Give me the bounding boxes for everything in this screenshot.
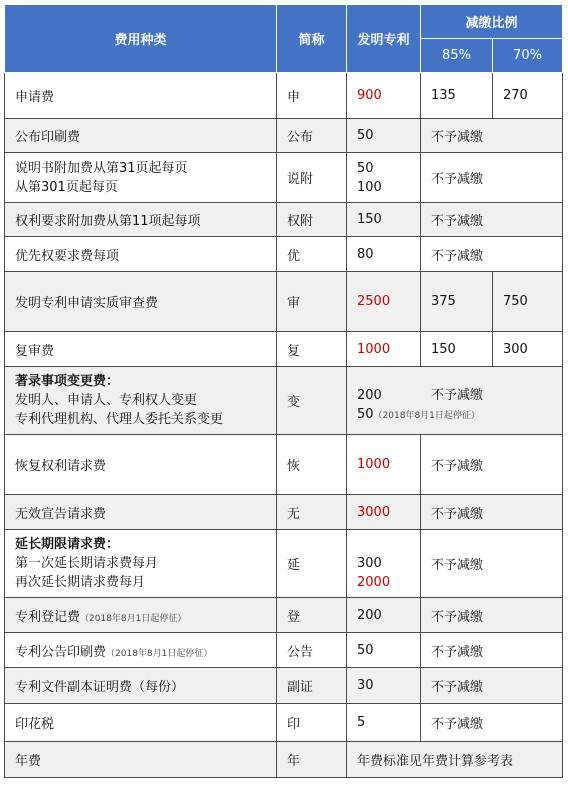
table-row — [5, 742, 563, 778]
fee-name: 发明专利申请实质审查费 — [5, 272, 277, 332]
fee-abbr: 权附 — [277, 203, 347, 237]
fee-amount-line1: 300 — [357, 556, 382, 571]
fee-abbr: 申 — [277, 73, 347, 119]
fee-name: 申请费 — [5, 73, 277, 119]
fee-name: 复审费 — [5, 332, 277, 367]
fee-abbr: 年 — [277, 742, 347, 778]
table-row — [5, 272, 563, 332]
fee-name-text: 专利登记费 — [15, 609, 81, 625]
fee-name-line1: 发明人、申请人、专利权人变更 — [15, 393, 198, 408]
fee-reduction-note: 不予减缴 — [421, 435, 563, 495]
fee-abbr: 审 — [277, 272, 347, 332]
fee-abbr: 公告 — [277, 633, 347, 668]
fee-amount: 30 — [347, 668, 421, 704]
header-fee-type: 费用种类 — [5, 5, 277, 73]
fee-reduction-note: 不予减缴 — [421, 633, 563, 668]
fee-name-line2: 从第301页起每页 — [15, 179, 118, 195]
header-reduction-ratio: 减缴比例 — [421, 5, 563, 39]
fee-abbr: 公布 — [277, 119, 347, 153]
fee-reduction-85: 150 — [421, 332, 493, 367]
fee-abbr: 副证 — [277, 668, 347, 704]
fee-reduction-note: 不予减缴 — [421, 237, 563, 272]
fee-reduction-85: 375 — [421, 272, 493, 332]
fee-abbr: 无 — [277, 495, 347, 530]
fee-table — [4, 4, 563, 778]
fee-abbr: 延 — [277, 530, 347, 598]
fee-name-line2: 再次延长期请求费每月 — [15, 575, 146, 590]
fee-reduction-note: 不予减缴 — [421, 598, 563, 633]
table-row — [5, 367, 563, 435]
table-row — [5, 495, 563, 530]
fee-amount-line2: 50 — [357, 407, 374, 422]
fee-name-title: 延长期限请求费： — [15, 537, 120, 552]
fee-name-note: （2018年8月1日起停征） — [106, 648, 213, 659]
header-invention-patent: 发明专利 — [347, 5, 421, 73]
fee-amount: 50 — [347, 633, 421, 668]
fee-reduction-note: 不予减缴 — [431, 388, 484, 403]
fee-name: 恢复权利请求费 — [5, 435, 277, 495]
fee-name: 公布印刷费 — [5, 119, 277, 153]
fee-name-title: 著录事项变更费： — [15, 374, 120, 389]
header-85-percent: 85% — [421, 39, 493, 73]
header-row — [5, 5, 563, 39]
fee-name-text: 专利公告印刷费 — [15, 644, 107, 660]
header-abbreviation: 简称 — [277, 5, 347, 73]
fee-amount: 150 — [347, 203, 421, 237]
fee-name: 无效宣告请求费 — [5, 495, 277, 530]
fee-reduction-70: 270 — [493, 73, 563, 119]
fee-abbr: 说附 — [277, 153, 347, 203]
table-row — [5, 203, 563, 237]
fee-abbr: 复 — [277, 332, 347, 367]
fee-name-line1: 说明书附加费从第31页起每页 — [15, 160, 188, 176]
fee-amount: 900 — [347, 73, 421, 119]
header-70-percent: 70% — [493, 39, 563, 73]
fee-reduction-85: 135 — [421, 73, 493, 119]
table-row — [5, 598, 563, 633]
fee-amount: 2500 — [347, 272, 421, 332]
table-row — [5, 633, 563, 668]
fee-amount: 3000 — [347, 495, 421, 530]
fee-name: 印花税 — [5, 704, 277, 742]
fee-amount-line1: 50 — [357, 160, 374, 176]
fee-reduction-70: 750 — [493, 272, 563, 332]
fee-name-line1: 第一次延长期请求费每月 — [15, 556, 159, 571]
annual-fee-note: 年费标准见年费计算参考表 — [347, 742, 563, 778]
table-row — [5, 119, 563, 153]
fee-amount: 200 — [347, 598, 421, 633]
fee-amount-line1: 200 — [357, 388, 382, 403]
fee-reduction-note: 不予减缴 — [421, 668, 563, 704]
table-row — [5, 237, 563, 272]
fee-amount: 1000 — [347, 332, 421, 367]
fee-abbr: 印 — [277, 704, 347, 742]
fee-amount: 50 — [347, 119, 421, 153]
fee-name — [5, 367, 277, 435]
fee-reduction-note: 不予减缴 — [421, 203, 563, 237]
fee-reduction-note: 不予减缴 — [421, 704, 563, 742]
fee-abbr: 优 — [277, 237, 347, 272]
fee-amount: 1000 — [347, 435, 421, 495]
fee-amount-line2: 2000 — [357, 575, 391, 590]
fee-amount-line2: 100 — [357, 179, 382, 195]
fee-name: 年费 — [5, 742, 277, 778]
fee-amount-with-note — [347, 367, 563, 435]
fee-reduction-note: 不予减缴 — [421, 119, 563, 153]
table-row — [5, 332, 563, 367]
fee-amount: 5 — [347, 704, 421, 742]
table-row — [5, 530, 563, 598]
table-row — [5, 73, 563, 119]
fee-name: 专利文件副本证明费（每份） — [5, 668, 277, 704]
fee-reduction-note: 不予减缴 — [421, 530, 563, 598]
table-row — [5, 435, 563, 495]
fee-name — [5, 598, 277, 633]
fee-reduction-note: 不予减缴 — [421, 495, 563, 530]
fee-amount — [347, 530, 421, 598]
fee-abbr: 变 — [277, 367, 347, 435]
fee-name: 优先权要求费每项 — [5, 237, 277, 272]
fee-amount-line2-note: （2018年8月1日起停征） — [373, 411, 480, 421]
fee-abbr: 登 — [277, 598, 347, 633]
fee-amount: 80 — [347, 237, 421, 272]
table-row — [5, 668, 563, 704]
fee-amount — [347, 153, 421, 203]
fee-reduction-70: 300 — [493, 332, 563, 367]
fee-reduction-note: 不予减缴 — [421, 153, 563, 203]
fee-name — [5, 153, 277, 203]
fee-name: 权利要求附加费从第11项起每项 — [5, 203, 277, 237]
fee-name — [5, 530, 277, 598]
table-row — [5, 153, 563, 203]
fee-name-note: （2018年8月1日起停征） — [80, 613, 187, 624]
fee-name-line2: 专利代理机构、代理人委托关系变更 — [15, 412, 224, 427]
table-row — [5, 704, 563, 742]
fee-abbr: 恢 — [277, 435, 347, 495]
fee-name — [5, 633, 277, 668]
